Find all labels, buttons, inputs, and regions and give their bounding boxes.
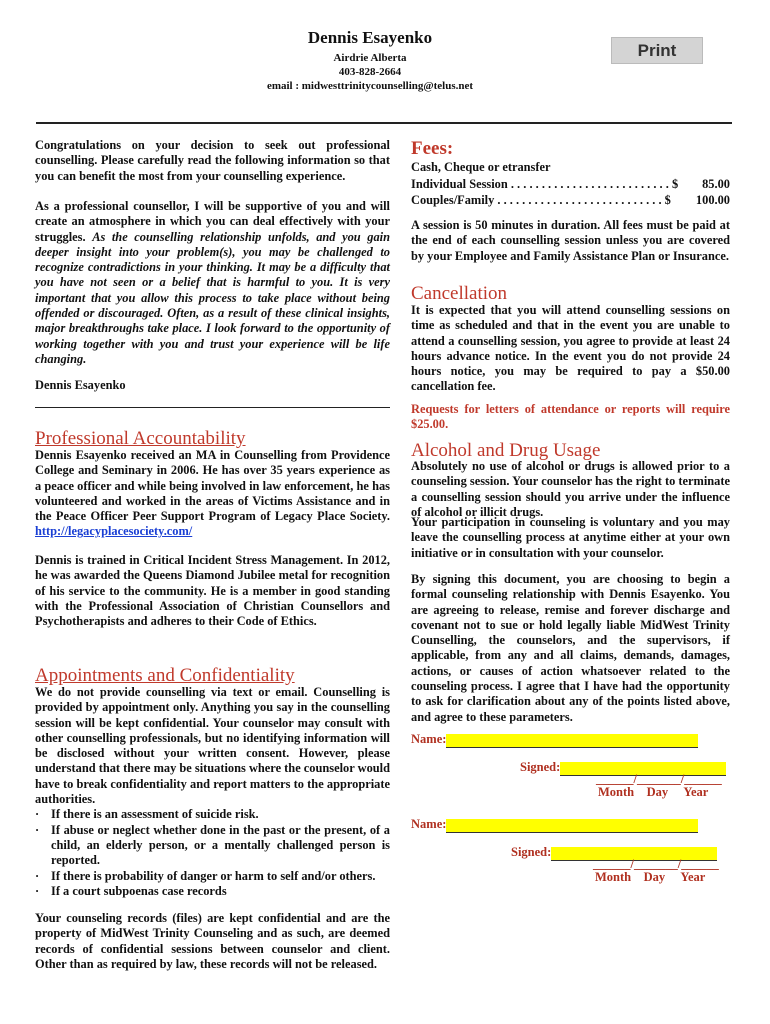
header-divider: [36, 122, 732, 124]
list-item: · If there is an assessment of suicide risk.: [35, 807, 390, 822]
appointments-title: Appointments and Confidentiality: [35, 665, 295, 686]
year-label: Year: [680, 870, 706, 884]
records-paragraph: Your counseling records (files) are kept confidential and are the property of MidWest Trinity Counseling and as such, are deemed records of confidential sessions between counselor and client. Other than as required by law, these records will not be released.: [35, 911, 390, 971]
date-line-1[interactable]: ______/_______/______: [596, 772, 722, 786]
page-title: Dennis Esayenko: [307, 28, 433, 47]
date-labels-2: [595, 870, 705, 885]
accountability-title: Professional Accountability: [35, 428, 246, 449]
legacy-place-link[interactable]: http://legacyplacesociety.com/: [35, 524, 193, 539]
fees-note: A session is 50 minutes in duration. All fees must be paid at the end of each counselling session unless you are covered by your Employee and Family Assistance Plan or Insurance.: [411, 218, 730, 263]
fee-label: Couples/Family . . . . . . . . . . . . . . . . . . . . . . . . . . . $: [411, 192, 671, 207]
header-email: email : midwesttrinitycounselling@telus.net: [266, 80, 474, 92]
fees-block: [411, 160, 730, 208]
list-item: · If abuse or neglect whether done in the past or the present, of a child, an elderly person, or a mentally challenged person is reported.: [35, 823, 390, 869]
name-label: Name:: [411, 817, 447, 831]
signed-label: Signed:: [511, 845, 552, 859]
intro-signature: Dennis Esayenko: [35, 378, 126, 392]
name-input-2[interactable]: [446, 819, 698, 833]
alcohol-paragraph-1: Absolutely no use of alcohol or drugs is allowed prior to a counseling session. Your counselor has the right to terminate a counselling session should you arrive under the influence of alcohol or illicit drugs.: [411, 459, 730, 519]
intro-italic-text: As the counselling relationship unfolds, and you gain deeper insight into your problem(s), you may be challenged to recognize contradictions in your thinking. It may be a difficulty that you have not seen or a belief that is harmful to you. It is very important that you allow this process to take place without being offended or discouraged. Often, as a result of these clinical insights, major breakthroughs take place. I look forward to the opportunity of working together with you and trust your experience will be life changing.: [35, 229, 390, 366]
list-item: · If a court subpoenas case records: [35, 884, 390, 899]
name-line-1: [411, 730, 698, 748]
month-label: Month: [598, 785, 635, 799]
date-line-2[interactable]: ______/_______/______: [593, 857, 719, 871]
list-item: · If there is probability of danger or harm to self and/or others.: [35, 869, 390, 884]
name-label: Name:: [411, 732, 447, 746]
appointments-paragraph: We do not provide counselling via text or email. Counselling is provided by appointment only. Anything you say in the counselling session will be kept confidential. Your counselor may consult with other counselling professionals, but no identifying information will be disclosed without your written consent. However, please understand that there may be situations where the counselor would have to break confidentiality and report matters to the appropriate authorities.: [35, 685, 390, 807]
header-phone: 403-828-2664: [338, 66, 402, 78]
accountability-paragraph-1: [35, 448, 390, 540]
payment-methods: Cash, Cheque or etransfer: [411, 160, 551, 174]
accountability-paragraph-2: Dennis is trained in Critical Incident Stress Management. In 2012, he was awarded the Queens Diamond Jubilee metal for recognition of his service to the community. He is a member in good standing with the Professional Association of Christian Counsellors and Psychotherapists and adheres to their Code of Ethics.: [35, 553, 390, 629]
accountability-text: Dennis Esayenko received an MA in Counselling from Providence College and Seminary in 2006. He has over 35 years experience as a peace officer and while being involved in law enforcement, he has volunteered and worked in the areas of Victims Assistance and in the Peace Officer Peer Support Program of Legacy Place Society.: [35, 448, 390, 524]
section-divider: [35, 407, 390, 408]
intro-paragraph-1: Congratulations on your decision to seek out professional counselling. Please carefully read the following information so that you can benefit the most from your counselling experience.: [35, 138, 390, 183]
signed-label: Signed:: [520, 760, 561, 774]
day-label: Day: [643, 870, 666, 884]
fees-title: Fees:: [411, 138, 454, 159]
day-label: Day: [646, 785, 669, 799]
agreement-paragraph: By signing this document, you are choosing to begin a formal counseling relationship with Dennis Esayenko. You are agreeing to release, remise and forever discharge and covenant not to sue or hold legally liable MidWest Trinity Counselling, the counselors, and the supervisors, if applicable, from any and all claims, demands, damages, actions, or causes of action whatsoever related to the counseling process. I agree that I have had the opportunity to ask for clarification about any of the points listed above, and agree to these parameters.: [411, 572, 730, 724]
intro-plain-text: As a professional counsellor, I will be supportive of you and will create an atmosphere in which you can deal effectively with your struggles.: [35, 199, 390, 244]
requests-text: Requests for letters of attendance or reports will require $25.00.: [411, 402, 730, 432]
confidentiality-exceptions-list: [35, 807, 390, 899]
fee-row-couples: [411, 193, 730, 208]
name-input-1[interactable]: [446, 734, 698, 748]
fee-label: Individual Session . . . . . . . . . . . . . . . . . . . . . . . . . . $: [411, 177, 679, 192]
appointments-section: [35, 685, 390, 899]
cancellation-text: It is expected that you will attend counselling sessions on time as scheduled and that in the event you are unable to attend a counselling session, you agree to provide at least 24 hours advance notice. In the event you do not provide 24 hours notice, you may be required to pay a $50.00 cancellation fee.: [411, 303, 730, 394]
name-line-2: [411, 815, 698, 833]
alcohol-paragraph-2: Your participation in counseling is voluntary and you may leave the counselling process at anytime either at your own initiative or in consultation with your counselor.: [411, 515, 730, 560]
intro-paragraph-2: [35, 199, 390, 367]
month-label: Month: [595, 870, 632, 884]
print-button[interactable]: Print: [611, 37, 703, 64]
fee-row-individual: [411, 177, 730, 192]
cancellation-title: Cancellation: [411, 283, 508, 304]
alcohol-title: Alcohol and Drug Usage: [411, 440, 601, 461]
fee-price: 85.00: [702, 177, 730, 192]
fee-price: 100.00: [695, 192, 730, 207]
date-labels-1: [598, 785, 708, 800]
header-city: Airdrie Alberta: [333, 52, 407, 64]
year-label: Year: [683, 785, 709, 799]
